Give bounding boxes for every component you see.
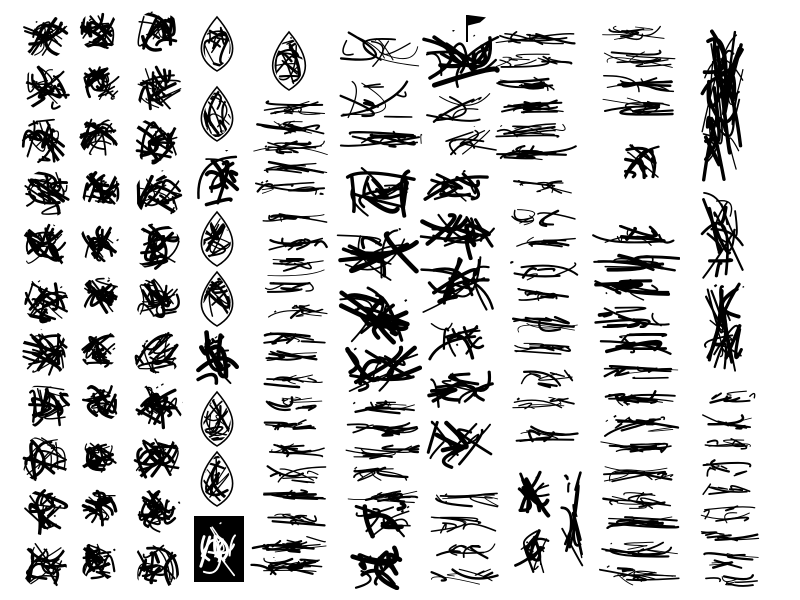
calligraphy-horizontal-banner <box>596 73 676 93</box>
calligraphy-horizontal-banner <box>262 350 328 362</box>
calligraphy-horizontal-banner <box>335 130 425 150</box>
calligraphy-wordmark <box>338 165 418 220</box>
calligraphy-wordmark <box>352 500 412 540</box>
calligraphy-horizontal-banner <box>592 333 680 355</box>
calligraphy-horizontal-banner <box>510 369 580 389</box>
calligraphy-horizontal-banner <box>700 528 760 542</box>
calligraphy-round-seal <box>134 63 184 113</box>
calligraphy-horizontal-banner <box>345 444 420 460</box>
calligraphy-vertical-panel <box>700 282 745 382</box>
calligraphy-horizontal-banner <box>700 574 760 588</box>
calligraphy-round-seal <box>134 381 184 431</box>
calligraphy-horizontal-banner <box>252 160 330 176</box>
calligraphy-horizontal-banner <box>430 568 500 586</box>
calligraphy-horizontal-banner <box>598 490 680 512</box>
calligraphy-round-seal <box>22 275 72 325</box>
calligraphy-inverted-tile <box>194 516 244 582</box>
calligraphy-teardrop <box>194 450 240 508</box>
calligraphy-round-seal <box>132 434 182 484</box>
calligraphy-horizontal-banner <box>495 145 577 161</box>
calligraphy-horizontal-banner <box>252 120 330 136</box>
calligraphy-round-seal <box>22 487 72 537</box>
calligraphy-horizontal-banner <box>495 53 577 69</box>
calligraphy-horizontal-banner <box>252 180 330 196</box>
calligraphy-horizontal-banner <box>252 140 330 156</box>
calligraphy-horizontal-banner <box>598 365 680 379</box>
calligraphy-round-seal <box>20 540 70 590</box>
calligraphy-round-seal <box>22 63 72 113</box>
calligraphy-horizontal-banner <box>700 505 760 524</box>
calligraphy-round-seal <box>78 434 120 476</box>
calligraphy-horizontal-banner <box>345 400 420 416</box>
calligraphy-horizontal-banner <box>495 99 577 115</box>
calligraphy-horizontal-banner <box>700 551 760 570</box>
calligraphy-wordmark <box>348 545 408 590</box>
calligraphy-round-seal <box>132 116 182 166</box>
calligraphy-horizontal-banner <box>598 390 680 408</box>
calligraphy-round-seal <box>132 328 182 378</box>
calligraphy-horizontal-banner <box>510 234 580 248</box>
calligraphy-horizontal-banner <box>510 315 580 335</box>
calligraphy-horizontal-banner <box>700 390 760 404</box>
calligraphy-wordmark <box>342 345 422 395</box>
calligraphy-round-seal <box>22 381 72 431</box>
calligraphy-horizontal-banner <box>596 25 676 45</box>
calligraphy-wordmark <box>418 255 496 315</box>
calligraphy-horizontal-banner <box>598 515 680 529</box>
calligraphy-round-seal <box>20 10 70 60</box>
calligraphy-wordmark <box>620 140 666 180</box>
calligraphy-horizontal-banner <box>262 465 328 485</box>
calligraphy-round-seal <box>80 63 122 105</box>
calligraphy-wordmark <box>512 470 552 520</box>
calligraphy-horizontal-banner <box>592 225 680 247</box>
calligraphy-horizontal-banner <box>596 97 676 117</box>
calligraphy-round-seal <box>78 540 120 582</box>
calligraphy-wordmark <box>420 30 500 90</box>
calligraphy-horizontal-banner <box>592 252 680 274</box>
calligraphy-horizontal-banner <box>598 465 680 483</box>
calligraphy-wordmark <box>556 470 586 570</box>
calligraphy-horizontal-banner <box>700 413 760 432</box>
calligraphy-round-seal <box>132 222 182 272</box>
calligraphy-horizontal-banner <box>510 261 580 281</box>
calligraphy-horizontal-banner <box>262 396 328 416</box>
calligraphy-horizontal-banner <box>598 440 680 454</box>
calligraphy-round-seal <box>78 328 120 370</box>
calligraphy-wordmark <box>194 330 240 388</box>
calligraphy-horizontal-banner <box>262 419 328 431</box>
calligraphy-horizontal-banner <box>598 540 680 558</box>
calligraphy-teardrop <box>194 85 240 143</box>
calligraphy-teardrop <box>194 15 240 73</box>
calligraphy-teardrop <box>194 270 240 328</box>
calligraphy-round-seal <box>80 169 122 211</box>
calligraphy-horizontal-banner <box>495 122 577 138</box>
calligraphy-horizontal-banner <box>262 442 328 458</box>
calligraphy-round-seal <box>134 275 184 325</box>
calligraphy-round-seal <box>78 116 120 158</box>
calligraphy-horizontal-banner <box>510 207 580 227</box>
calligraphy-horizontal-banner <box>598 415 680 437</box>
calligraphy-horizontal-banner <box>592 306 680 328</box>
calligraphy-vertical-panel <box>700 190 745 280</box>
calligraphy-round-seal <box>134 487 184 537</box>
calligraphy-wordmark <box>425 370 495 410</box>
calligraphy-horizontal-banner <box>345 422 420 438</box>
calligraphy-horizontal-banner <box>510 288 580 302</box>
calligraphy-teardrop <box>194 390 240 448</box>
calligraphy-horizontal-banner <box>262 212 328 224</box>
calligraphy-round-seal <box>20 328 70 378</box>
calligraphy-horizontal-banner <box>262 327 328 347</box>
calligraphy-horizontal-banner <box>262 281 328 293</box>
calligraphy-horizontal-banner <box>335 30 420 70</box>
calligraphy-wordmark <box>425 415 495 470</box>
calligraphy-horizontal-banner <box>598 565 680 587</box>
calligraphy-round-seal <box>132 10 182 60</box>
calligraphy-teardrop <box>265 30 313 92</box>
calligraphy-horizontal-banner <box>262 304 328 320</box>
calligraphy-horizontal-banner <box>700 459 760 478</box>
calligraphy-horizontal-banner <box>495 30 577 46</box>
calligraphy-horizontal-banner <box>596 49 676 69</box>
calligraphy-wordmark <box>335 228 420 283</box>
calligraphy-wordmark <box>338 285 418 345</box>
calligraphy-horizontal-banner <box>510 180 580 194</box>
calligraphy-horizontal-banner <box>425 92 495 124</box>
calligraphy-wordmark <box>425 320 485 365</box>
calligraphy-round-seal <box>80 275 122 317</box>
calligraphy-horizontal-banner <box>430 126 500 156</box>
calligraphy-round-seal <box>132 540 182 590</box>
calligraphy-horizontal-banner <box>700 482 760 496</box>
calligraphy-horizontal-banner <box>250 540 330 552</box>
calligraphy-horizontal-banner <box>430 542 500 560</box>
calligraphy-horizontal-banner <box>510 396 580 410</box>
calligraphy-round-seal <box>20 222 70 272</box>
calligraphy-horizontal-banner <box>510 342 580 356</box>
calligraphy-horizontal-banner <box>430 516 500 534</box>
calligraphy-horizontal-banner <box>252 100 330 116</box>
calligraphy-horizontal-banner <box>262 235 328 251</box>
calligraphy-horizontal-banner <box>262 488 328 500</box>
calligraphy-horizontal-banner <box>495 76 577 92</box>
calligraphy-horizontal-banner <box>510 423 580 443</box>
calligraphy-round-seal <box>78 222 120 264</box>
calligraphy-horizontal-banner <box>335 80 420 120</box>
calligraphy-horizontal-banner <box>700 436 760 450</box>
calligraphy-horizontal-banner <box>430 490 500 508</box>
calligraphy-round-seal <box>20 434 70 484</box>
calligraphy-round-seal <box>78 10 120 52</box>
calligraphy-horizontal-banner <box>345 466 420 482</box>
calligraphy-wordmark <box>512 528 552 583</box>
calligraphy-horizontal-banner <box>592 279 680 301</box>
calligraphy-horizontal-banner <box>262 511 328 527</box>
calligraphy-horizontal-banner <box>262 373 328 389</box>
calligraphy-horizontal-banner <box>262 258 328 278</box>
calligraphy-wordmark <box>420 170 490 206</box>
calligraphy-vertical-panel <box>700 25 745 185</box>
calligraphy-round-seal <box>22 169 72 219</box>
calligraphy-round-seal <box>134 169 184 219</box>
calligraphy-horizontal-banner <box>250 560 330 576</box>
calligraphy-round-seal <box>20 116 70 166</box>
calligraphy-wordmark <box>194 150 240 208</box>
calligraphy-round-seal <box>80 381 122 423</box>
calligraphy-teardrop <box>194 210 240 268</box>
calligraphy-round-seal <box>80 487 122 529</box>
